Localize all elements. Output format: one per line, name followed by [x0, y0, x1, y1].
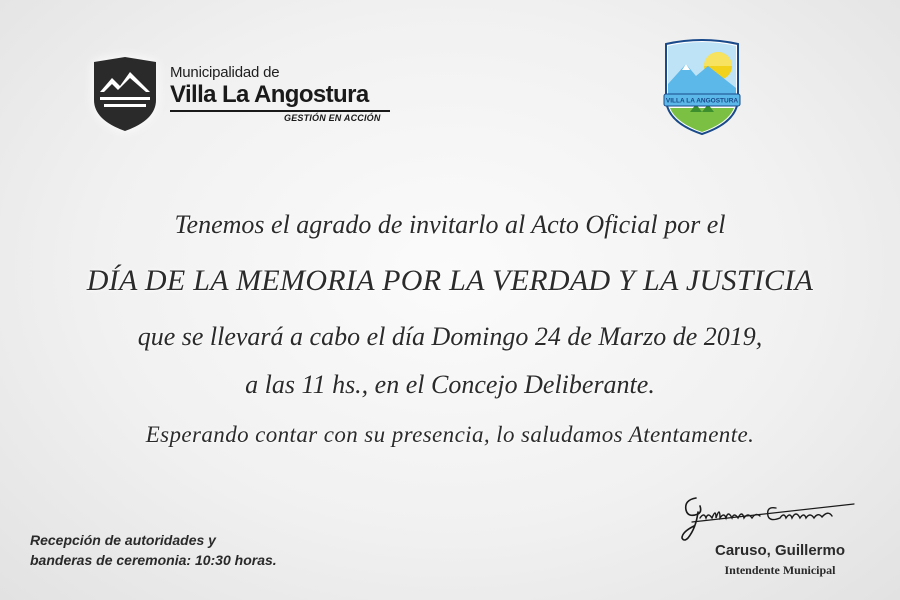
municipality-name-small: Municipalidad de	[170, 64, 280, 81]
invitation-line-1: Tenemos el agrado de invitarlo al Acto Oficial por el	[174, 210, 726, 239]
invitation-line-3: que se llevará a cabo el día Domingo 24 de Marzo de 2019,	[137, 322, 763, 351]
reception-line-1: Recepción de autoridades y	[30, 532, 216, 548]
signer-title: Intendente Municipal	[724, 563, 836, 577]
invitation-closing: Esperando contar con su presencia, lo saludamos Atentamente.	[145, 422, 755, 447]
reception-note	[30, 530, 350, 570]
town-crest-icon	[660, 38, 744, 136]
mountain-shield-icon	[90, 56, 160, 132]
invitation-headline: DÍA DE LA MEMORIA POR LA VERDAD Y LA JUSTICIA	[86, 264, 814, 297]
crest-label: VILLA LA ANGOSTURA	[665, 97, 739, 105]
municipality-logo	[90, 56, 390, 136]
municipality-name: Villa La Angostura	[170, 81, 369, 108]
municipality-tagline: GESTIÓN EN ACCIÓN	[284, 113, 381, 123]
logo-divider	[170, 110, 390, 112]
signer-name: Caruso, Guillermo	[714, 542, 846, 559]
invitation-line-4: a las 11 hs., en el Concejo Deliberante.	[245, 370, 655, 399]
reception-line-2: banderas de ceremonia: 10:30 horas.	[30, 552, 277, 568]
handwritten-signature	[672, 488, 858, 544]
